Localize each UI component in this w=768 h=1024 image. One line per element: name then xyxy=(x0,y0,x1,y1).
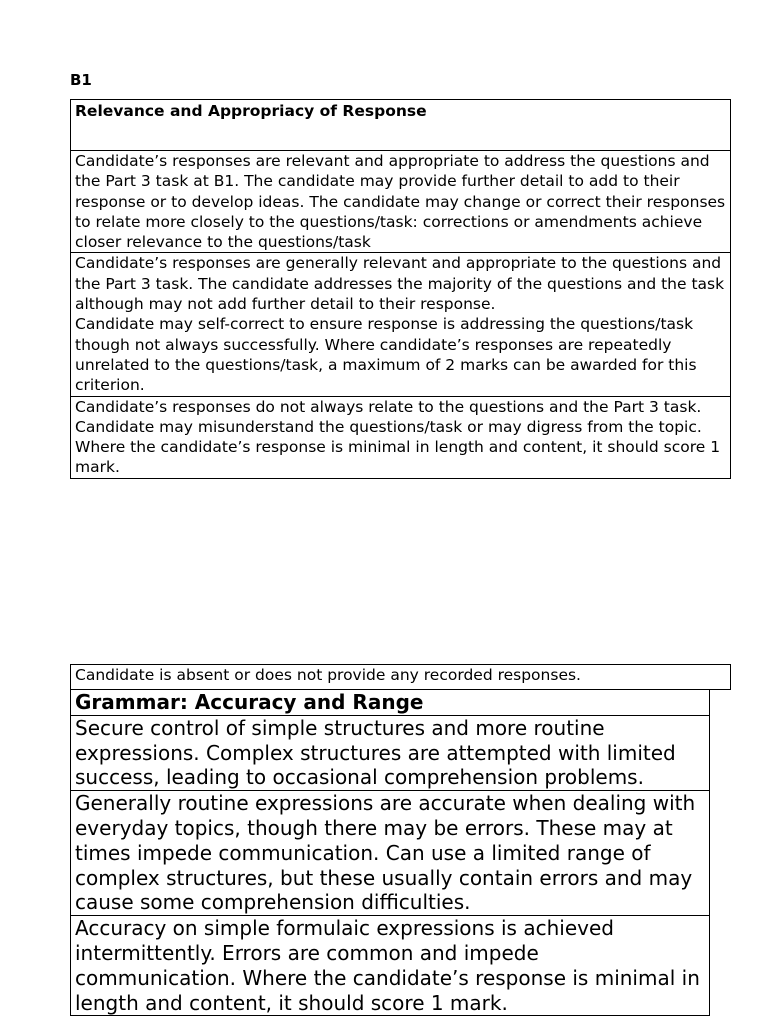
relevance-descriptor-2 xyxy=(71,253,731,396)
table-row xyxy=(71,253,731,396)
relevance-descriptor-1 xyxy=(71,151,731,253)
level-heading: B1 xyxy=(70,71,92,89)
grammar-descriptor-1: Secure control of simple structures and more routine expressions. Complex structures are attempted with limited success, leading to occasional comprehension problems. xyxy=(71,715,710,790)
descriptor-paragraph: Candidate’s responses are generally relevant and appropriate to the questions and the Part 3 task. The candidate addresses the majority of the questions and the task although may not add further detail to their response. xyxy=(75,254,725,314)
table-row xyxy=(71,916,710,1016)
table-row xyxy=(71,791,710,916)
relevance-table xyxy=(70,99,731,479)
descriptor-paragraph: Candidate’s responses do not always relate to the questions and the Part 3 task. Candidate may misunderstand the questions/task or may digress from the topic. Where the candidate’s response is minimal in length and content, it should score 1 mark. xyxy=(75,397,721,477)
descriptor-paragraph: Candidate’s responses are relevant and appropriate to address the questions and the Part 3 task at B1. The candidate may provide further detail to add to their response or to develop ideas. The candidate may change or correct their responses to relate more closely to the questions/task: corrections or amendments achieve closer relevance to the questions/task xyxy=(75,152,726,252)
table-row xyxy=(71,396,731,478)
table-row xyxy=(71,690,710,716)
relevance-heading: Relevance and Appropriacy of Response xyxy=(71,100,731,151)
table-row xyxy=(71,100,731,151)
grammar-descriptor-3: Accuracy on simple formulaic expressions is achieved intermittently. Errors are common and impede communication. Where the candidate’s response is minimal in length and content, it should score 1 mark. xyxy=(71,916,710,1016)
grammar-table xyxy=(70,689,710,1016)
table-row xyxy=(71,151,731,253)
relevance-descriptor-3 xyxy=(71,396,731,478)
absent-descriptor: Candidate is absent or does not provide any recorded responses. xyxy=(71,665,731,690)
table-row xyxy=(71,665,731,690)
grammar-heading: Grammar: Accuracy and Range xyxy=(71,690,710,716)
grammar-descriptor-2: Generally routine expressions are accurate when dealing with everyday topics, though there may be errors. These may at times impede communication. Can use a limited range of complex structures, but these usually contain errors and may cause some comprehension difficulties. xyxy=(71,791,710,916)
table-row xyxy=(71,715,710,790)
absent-table xyxy=(70,664,731,690)
descriptor-paragraph: Candidate may self-correct to ensure response is addressing the questions/task though not always successfully. Where candidate’s responses are repeatedly unrelated to the questions/task, a maximum of 2 marks can be awarded for this criterion. xyxy=(75,315,697,395)
